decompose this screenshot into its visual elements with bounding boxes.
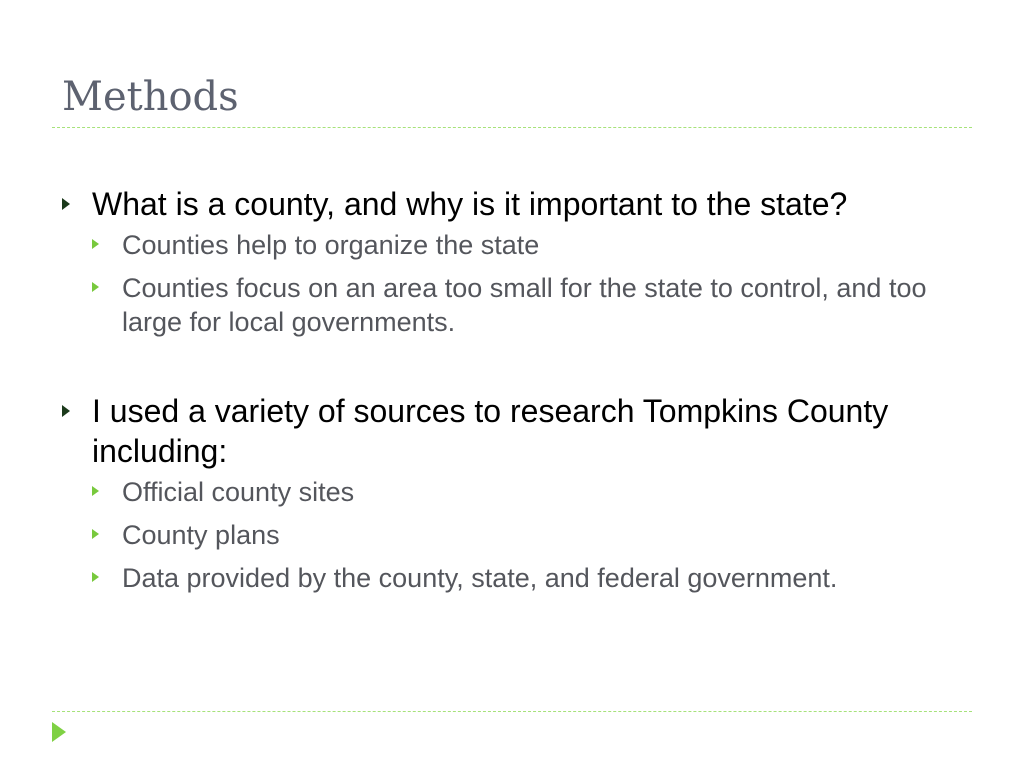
bullet-item: [62, 391, 972, 595]
sub-bullet-item: [92, 561, 972, 595]
sub-bullet-arrow-icon: [92, 529, 99, 539]
sub-bullet-text: Official county sites: [122, 477, 355, 507]
sub-bullet-arrow-icon: [92, 572, 99, 582]
sub-bullet-arrow-icon: [92, 486, 99, 496]
slide-body: [62, 184, 972, 595]
bullet-text: What is a county, and why is it important to the state?: [92, 186, 848, 222]
sub-bullet-list: [92, 228, 972, 339]
bullet-spacer: [62, 339, 972, 391]
footer-divider: [52, 711, 972, 712]
sub-bullet-text: Counties help to organize the state: [122, 230, 540, 260]
bullet-arrow-icon: [62, 198, 70, 210]
sub-bullet-text: Counties focus on an area too small for the state to control, and too large for local governments.: [122, 273, 927, 337]
bullet-text: I used a variety of sources to research Tompkins County including:: [92, 393, 889, 469]
title-divider: [52, 127, 972, 128]
play-icon[interactable]: [52, 722, 66, 742]
sub-bullet-text: County plans: [122, 520, 280, 550]
slide-title: Methods: [62, 74, 239, 120]
sub-bullet-item: [92, 228, 972, 262]
sub-bullet-item: [92, 518, 972, 552]
sub-bullet-item: [92, 475, 972, 509]
sub-bullet-arrow-icon: [92, 239, 99, 249]
bullet-arrow-icon: [62, 405, 70, 417]
sub-bullet-arrow-icon: [92, 282, 99, 292]
sub-bullet-item: [92, 271, 972, 339]
sub-bullet-list: [92, 475, 972, 595]
sub-bullet-text: Data provided by the county, state, and federal government.: [122, 563, 838, 593]
bullet-item: [62, 184, 972, 339]
